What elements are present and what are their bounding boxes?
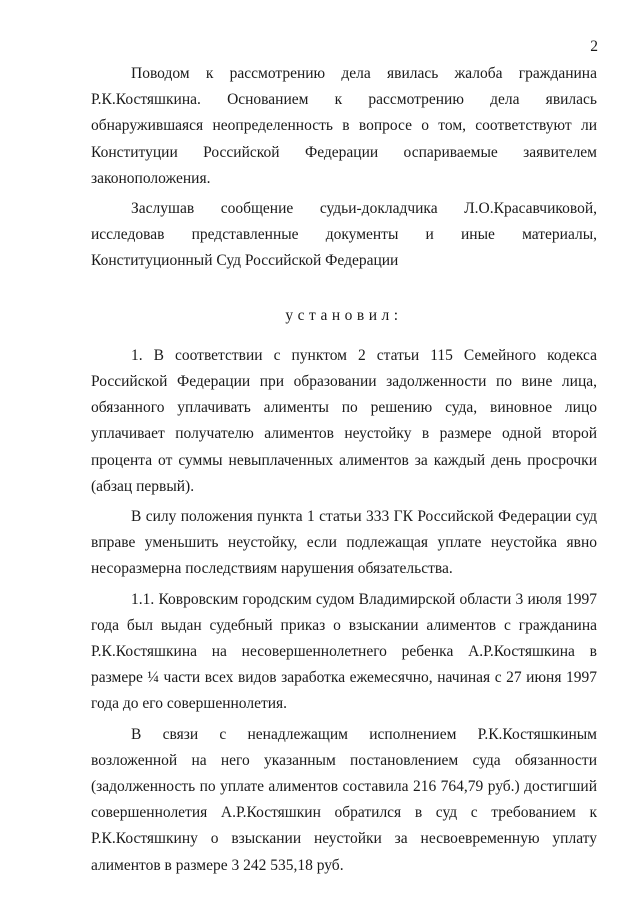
paragraph-civil-code: В силу положения пункта 1 статьи 333 ГК Российской Федерации суд вправе уменьшить неустойку, если подлежащая уплате неустойка явно несоразмерна последствиям нарушения обязательства. — [91, 508, 597, 578]
paragraph-point-1: 1. В соответствии с пунктом 2 статьи 115 Семейного кодекса Российской Федерации при образовании задолженности по вине лица, обязанного уплачивать алименты по решению суда, виновное лицо уплачивает получателю алиментов неустойку в размере одной второй процента от суммы невыплаченных алиментов за каждый день просрочки (абзац первый). — [91, 346, 597, 495]
page-number: 2 — [590, 38, 598, 55]
paragraph-grounds: Поводом к рассмотрению дела явилась жалоба гражданина Р.К.Костяшкина. Основанием к рассмотрению дела явилась обнаружившаяся неопределенность в вопросе о том, соответствуют ли Конституции Российской Федерации оспариваемые заявителем законоположения. — [91, 65, 597, 187]
paragraph-hearing: Заслушав сообщение судьи-докладчика Л.О.Красавчиковой, исследовав представленные документы и иные материалы, Конституционный Суд Российской Федерации — [91, 200, 597, 270]
document-body — [91, 61, 597, 879]
section-heading-established: установил: — [285, 306, 403, 324]
paragraph-claim: В связи с ненадлежащим исполнением Р.К.Костяшкиным возложенной на него указанным постановлением суда обязанности (задолженность по уплате алиментов составила 216 764,79 руб.) достигший совершеннолетия А.Р.Костяшкин обратился в суд с требованием к Р.К.Костяшкину о взыскании неустойки за несвоевременную уплату алиментов в размере 3 242 535,18 руб. — [91, 725, 597, 874]
paragraph-point-1-1: 1.1. Ковровским городским судом Владимирской области 3 июля 1997 года был выдан судебный приказ о взыскании алиментов с гражданина Р.К.Костяшкина на несовершеннолетнего ребенка А.Р.Костяшкина в размере ¼ части всех видов заработка ежемесячно, начиная с 27 июня 1997 года до его совершеннолетия. — [91, 590, 597, 713]
